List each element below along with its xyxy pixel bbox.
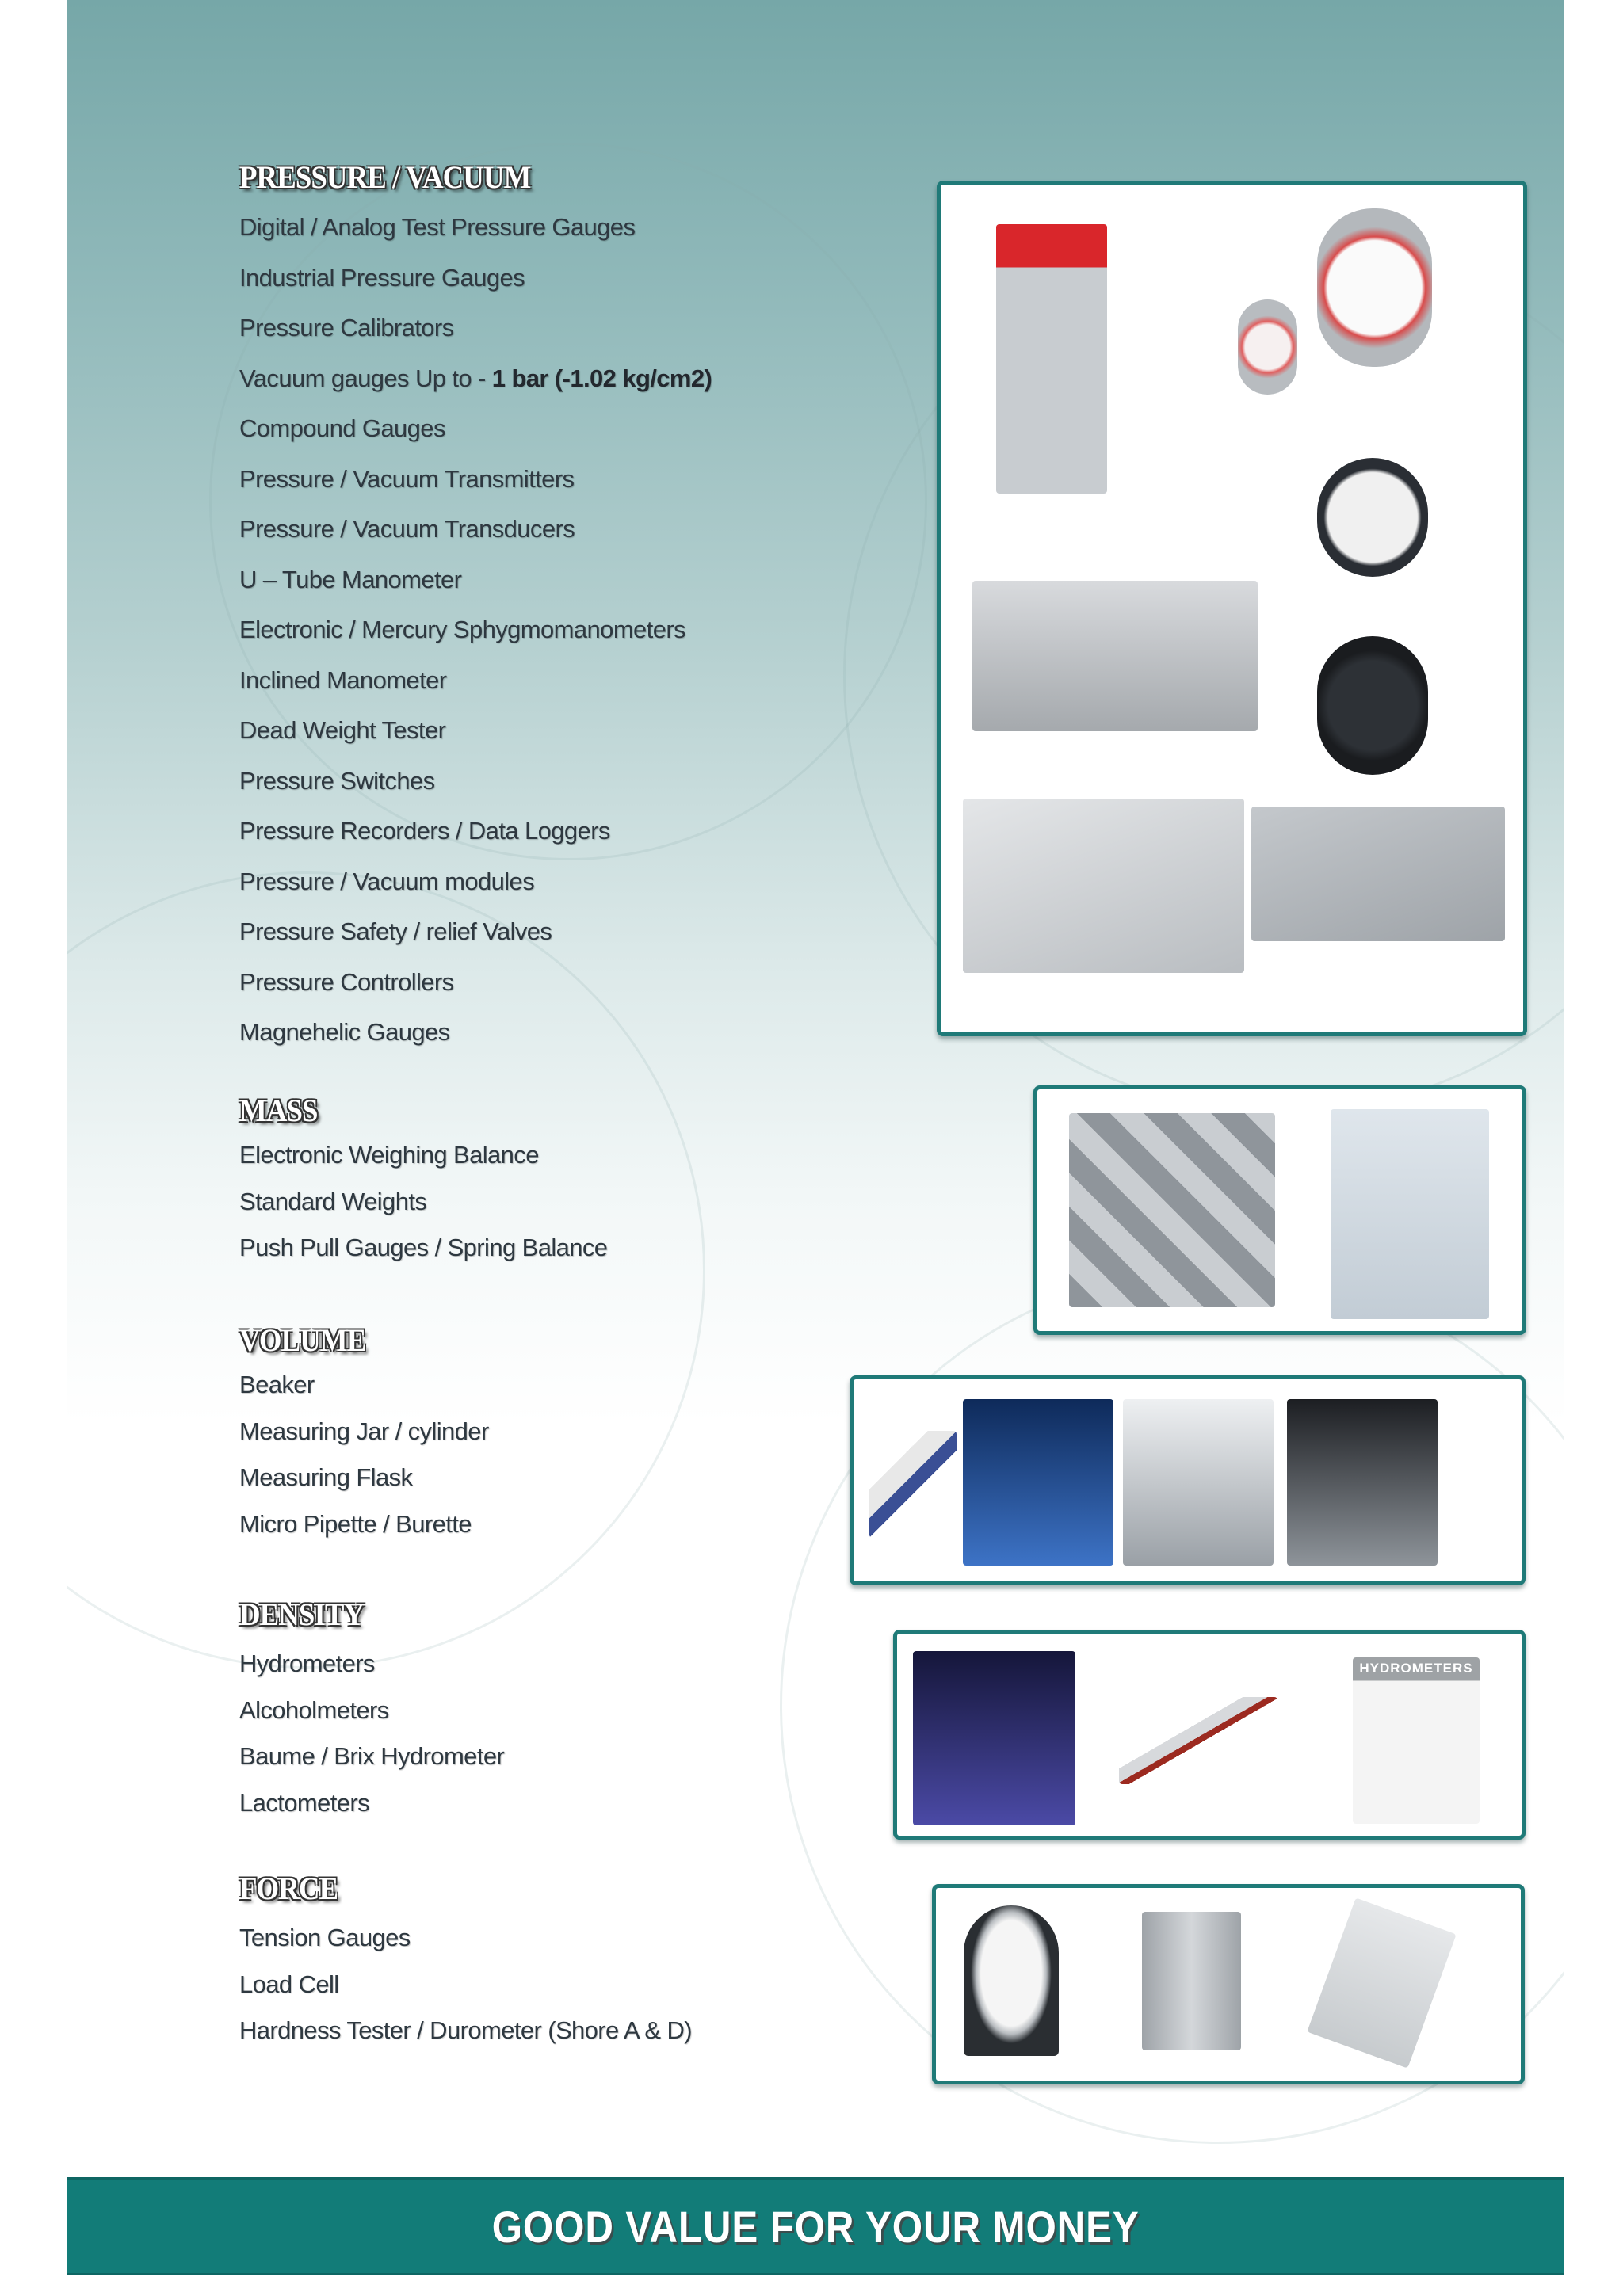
force-photo-frame (932, 1884, 1525, 2084)
test-gauge-image (1317, 208, 1432, 367)
analytical-balance-image (1331, 1109, 1489, 1319)
list-item: Pressure / Vacuum modules (239, 867, 535, 895)
list-item: Electronic Weighing Balance (239, 1141, 539, 1169)
measuring-cylinders-image (1287, 1399, 1438, 1566)
list-item: Pressure Calibrators (239, 314, 454, 341)
durometer-image (964, 1905, 1059, 2056)
list-item: Digital / Analog Test Pressure Gauges (239, 213, 636, 241)
section-force (239, 1870, 692, 2054)
list-item: Measuring Jar / cylinder (239, 1417, 489, 1445)
dead-weight-tester-image (972, 581, 1258, 731)
list-item: Baume / Brix Hydrometer (239, 1742, 505, 1770)
pressure-photo-frame (937, 181, 1527, 1036)
plastic-beakers-image (963, 1399, 1113, 1566)
list-item: Dead Weight Tester (239, 716, 446, 744)
list-item: Pressure / Vacuum Transducers (239, 515, 575, 543)
list-item: Industrial Pressure Gauges (239, 263, 525, 292)
item-list (239, 1915, 692, 2054)
section-heading: PRESSURE / VACUUM (239, 159, 531, 195)
item-list (239, 1641, 504, 1826)
glass-beaker-image (1123, 1399, 1274, 1566)
section-density (239, 1596, 504, 1826)
list-item: Pressure Safety / relief Valves (239, 917, 552, 945)
list-item: Lactometers (239, 1788, 369, 1817)
list-item: Inclined Manometer (239, 666, 447, 694)
item-list (239, 1362, 489, 1547)
list-item: Pressure / Vacuum Transmitters (239, 464, 575, 493)
hydrometer-stand-image (913, 1651, 1075, 1825)
list-item: Alcoholmeters (239, 1695, 389, 1724)
list-item: U – Tube Manometer (239, 565, 462, 593)
brochure-page (67, 0, 1564, 2296)
list-item: Pressure Recorders / Data Loggers (239, 817, 610, 845)
section-heading: FORCE (239, 1871, 338, 1906)
list-item: Hydrometers (239, 1650, 375, 1677)
list-item: Hardness Tester / Durometer (Shore A & D) (239, 2016, 692, 2044)
list-item: Pressure Controllers (239, 967, 454, 996)
hydrometers-caption: HYDROMETERS (1359, 1661, 1473, 1676)
list-item: Standard Weights (239, 1187, 427, 1215)
mass-photo-frame (1033, 1085, 1526, 1335)
list-item: Electronic / Mercury Sphygmomanometers (239, 616, 685, 643)
magnehelic-gauge-image (1317, 458, 1428, 577)
list-item: Magnehelic Gauges (239, 1018, 450, 1046)
section-heading: VOLUME (239, 1322, 366, 1358)
item-list (239, 202, 712, 1058)
hydrometers-chart-image (1353, 1657, 1480, 1824)
vacuum-range-value: 1 bar (-1.02 kg/cm2) (491, 364, 712, 392)
density-photo-frame (893, 1630, 1526, 1840)
list-item: Push Pull Gauges / Spring Balance (239, 1234, 608, 1261)
force-gauge-image (1307, 1897, 1456, 2068)
standard-weights-image (1069, 1113, 1275, 1307)
list-item: Load Cell (239, 1970, 339, 1998)
list-item: Micro Pipette / Burette (239, 1509, 472, 1538)
list-item: Pressure Switches (239, 766, 435, 795)
load-cell-image (1142, 1912, 1241, 2050)
relief-valve-image (996, 224, 1107, 494)
section-volume (239, 1322, 489, 1547)
item-list (239, 1132, 607, 1272)
list-item: Beaker (239, 1371, 315, 1398)
list-item: Compound Gauges (239, 414, 445, 442)
section-heading: MASS (239, 1093, 318, 1128)
section-mass (239, 1092, 607, 1272)
section-pressure-vacuum (239, 158, 712, 1058)
list-item (239, 353, 712, 404)
slogan-text: GOOD VALUE FOR YOUR MONEY (491, 2201, 1140, 2252)
single-hydrometer-image (1119, 1697, 1277, 1784)
list-item: Measuring Flask (239, 1463, 413, 1491)
list-item: Tension Gauges (239, 1924, 411, 1951)
slogan-banner (67, 2177, 1564, 2275)
volume-photo-frame (850, 1375, 1526, 1585)
inclined-manometer-image (963, 799, 1244, 973)
vacuum-gauge-image (1317, 636, 1428, 775)
digital-pressure-switch-image (1251, 807, 1505, 941)
small-gauge-image (1238, 299, 1297, 395)
list-item-text: Vacuum gauges Up to - (239, 364, 492, 392)
micro-pipette-image (869, 1431, 957, 1538)
section-heading: DENSITY (239, 1596, 365, 1632)
